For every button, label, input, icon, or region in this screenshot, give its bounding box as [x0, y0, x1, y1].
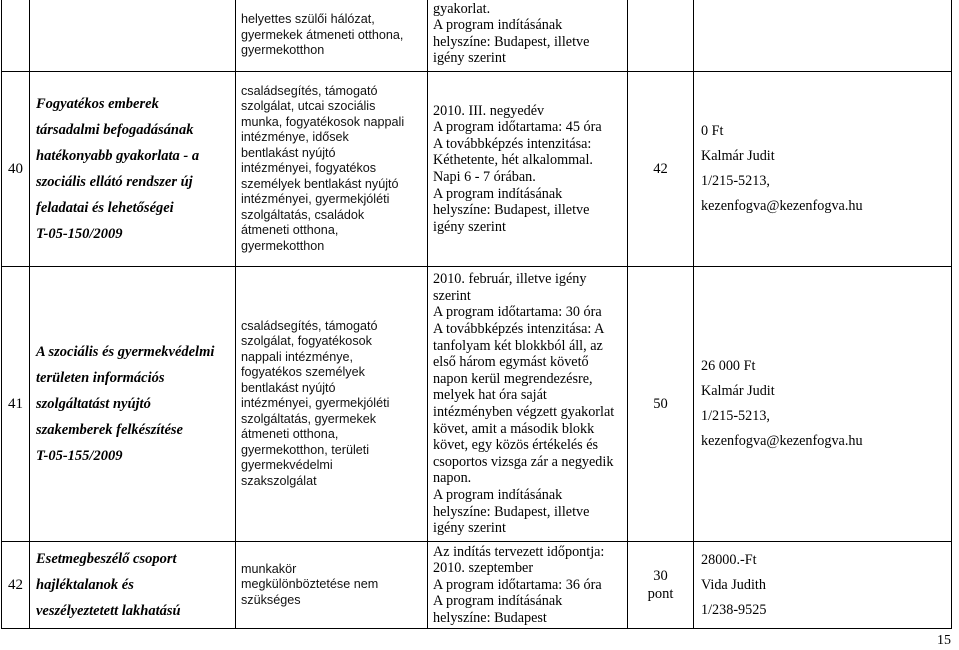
- info-line: igény szerint: [433, 218, 506, 235]
- target-line: gyermekotthon: [241, 238, 325, 253]
- target-line: nappali intézménye,: [241, 349, 354, 364]
- table-row-42: [2, 542, 952, 629]
- contact-info: [694, 267, 952, 542]
- cell-hours-empty: [628, 0, 694, 72]
- info-line: A program indításának: [433, 185, 563, 202]
- target-line: intézményei, gyermekjóléti: [241, 396, 390, 411]
- info-line: igény szerint: [433, 520, 506, 537]
- info-line: helyszíne: Budapest, illetve: [433, 33, 590, 50]
- target-groups: [236, 542, 428, 629]
- contact-phone: 1/215-5213,: [701, 173, 770, 189]
- info-line: helyszíne: Budapest, illetve: [433, 503, 590, 520]
- target-line: helyettes szülői hálózat,: [241, 12, 375, 27]
- info-line: napon kerül megrendezésre,: [433, 370, 593, 387]
- training-table: [1, 0, 952, 629]
- target-line: átmeneti otthona,: [241, 223, 339, 238]
- info-line: Kéthetente, hét alkalommal.: [433, 152, 593, 169]
- info-line: Napi 6 - 7 órában.: [433, 169, 536, 185]
- target-groups: [236, 72, 428, 267]
- row-number: 40: [2, 72, 30, 267]
- contact-phone: 1/215-5213,: [701, 408, 770, 424]
- points-value: 30: [653, 568, 668, 584]
- target-line: intézményei, gyermekjóléti: [241, 192, 390, 207]
- info-line: helyszíne: Budapest, illetve: [433, 202, 590, 219]
- info-line: 2010. február, illetve igény: [433, 271, 587, 288]
- table-row-40: [2, 72, 952, 267]
- info-line: gyakorlat.: [433, 0, 491, 17]
- target-line: családsegítés, támogató: [241, 318, 378, 333]
- title-line: szakemberek felkészítése: [36, 422, 183, 438]
- contact-info: [694, 542, 952, 629]
- target-line: intézményei, fogyatékos: [241, 161, 377, 176]
- points-unit: pont: [647, 586, 674, 602]
- title-line: feladatai és lehetőségei: [36, 200, 174, 216]
- contact-name: Vida Judith: [701, 576, 766, 593]
- contact-phone: 1/238-9525: [701, 601, 767, 618]
- price: 0 Ft: [701, 123, 724, 139]
- info-line: Az indítás tervezett időpontja:: [433, 543, 605, 560]
- info-line: A program időtartama: 45 óra: [433, 119, 602, 136]
- target-line: megkülönböztetése nem: [241, 577, 379, 592]
- target-line: gyermekvédelmi: [241, 458, 333, 473]
- info-line: csoportos vizsga zár a negyedik: [433, 453, 614, 470]
- cell-target-top: [236, 0, 428, 72]
- row-number: 42: [2, 542, 30, 629]
- contact-email: kezenfogva@kezenfogva.hu: [701, 433, 863, 449]
- info-line: igény szerint: [433, 50, 506, 67]
- target-line: bentlakást nyújtó: [241, 380, 336, 395]
- course-title: [30, 267, 236, 542]
- info-line: szerint: [433, 287, 471, 304]
- title-line: A szociális és gyermekvédelmi: [36, 344, 215, 360]
- target-line: személyek bentlakást nyújtó: [241, 176, 399, 191]
- table-row-41: [2, 267, 952, 542]
- target-groups: [236, 267, 428, 542]
- title-line: társadalmi befogadásának: [36, 122, 194, 138]
- target-line: szükséges: [241, 592, 301, 607]
- target-line: gyermekotthon: [241, 43, 325, 58]
- info-line: A továbbképzés intenzitása:: [433, 135, 592, 152]
- table-row-top-partial: [2, 0, 952, 72]
- title-line: hajléktalanok és: [36, 577, 134, 593]
- row-number: 41: [2, 267, 30, 542]
- program-info: [428, 72, 628, 267]
- course-code: T-05-150/2009: [36, 226, 123, 242]
- course-title: [30, 72, 236, 267]
- cell-no-empty: [2, 0, 30, 72]
- credit-points: [628, 542, 694, 629]
- points-value: 42: [653, 161, 668, 177]
- target-line: gyermekek átmeneti otthona,: [241, 27, 404, 42]
- info-line: helyszíne: Budapest: [433, 609, 547, 626]
- info-line: tanfolyam két blokkból áll, az: [433, 337, 603, 354]
- target-line: szolgálat, fogyatékosok: [241, 334, 372, 349]
- title-line: Fogyatékos emberek: [36, 96, 159, 112]
- title-line: területen információs: [36, 370, 165, 386]
- points-value: 50: [653, 396, 668, 412]
- info-line: napon.: [433, 470, 472, 487]
- info-line: A program indításának: [433, 486, 563, 503]
- title-line: Esetmegbeszélő csoport: [36, 551, 177, 567]
- info-line: A program időtartama: 36 óra: [433, 576, 602, 593]
- target-line: szolgáltatás, gyermekek: [241, 411, 377, 426]
- info-line: követ, egy közös értékelés és: [433, 437, 599, 454]
- target-line: intézménye, idősek: [241, 130, 349, 145]
- target-line: munkakör: [241, 561, 297, 576]
- info-line: A program indításának: [433, 17, 563, 34]
- cell-title-empty: [30, 0, 236, 72]
- contact-info: [694, 72, 952, 267]
- program-info: [428, 542, 628, 629]
- price: 28000.-Ft: [701, 551, 757, 568]
- title-line: szolgáltatást nyújtó: [36, 396, 151, 412]
- course-code: T-05-155/2009: [36, 448, 123, 464]
- cell-contact-empty: [694, 0, 952, 72]
- credit-points: [628, 267, 694, 542]
- target-line: szolgálat, utcai szociális: [241, 99, 376, 114]
- info-line: 2010. szeptember: [433, 560, 534, 577]
- program-info: [428, 267, 628, 542]
- target-line: fogyatékos személyek: [241, 365, 365, 380]
- contact-name: Kalmár Judit: [701, 383, 775, 399]
- credit-points: [628, 72, 694, 267]
- info-line: A továbbképzés intenzitása: A: [433, 321, 605, 338]
- target-line: szakszolgálat: [241, 473, 317, 488]
- course-title: [30, 542, 236, 629]
- info-line: intézményben végzett gyakorlat: [433, 404, 615, 420]
- info-line: melyek hat óra saját: [433, 387, 547, 404]
- title-line: veszélyeztetett lakhatású: [36, 603, 181, 619]
- cell-info-top: [428, 0, 628, 72]
- target-line: családsegítés, támogató: [241, 83, 378, 98]
- contact-name: Kalmár Judit: [701, 148, 775, 164]
- contact-email: kezenfogva@kezenfogva.hu: [701, 198, 863, 214]
- price: 26 000 Ft: [701, 358, 756, 374]
- target-line: bentlakást nyújtó: [241, 145, 336, 160]
- info-line: első három egymást követő: [433, 354, 589, 371]
- target-line: gyermekotthon, területi: [241, 442, 370, 457]
- info-line: követ, amit a második blokk: [433, 420, 595, 437]
- info-line: 2010. III. negyedév: [433, 102, 545, 119]
- target-line: átmeneti otthona,: [241, 427, 339, 442]
- title-line: szociális ellátó rendszer új: [36, 174, 193, 190]
- target-line: szolgáltatás, családok: [241, 207, 365, 222]
- info-line: A program időtartama: 30 óra: [433, 304, 602, 321]
- title-line: hatékonyabb gyakorlata - a: [36, 148, 200, 164]
- info-line: A program indításának: [433, 593, 563, 610]
- page-number: 15: [937, 633, 951, 648]
- target-line: munka, fogyatékosok nappali: [241, 114, 405, 129]
